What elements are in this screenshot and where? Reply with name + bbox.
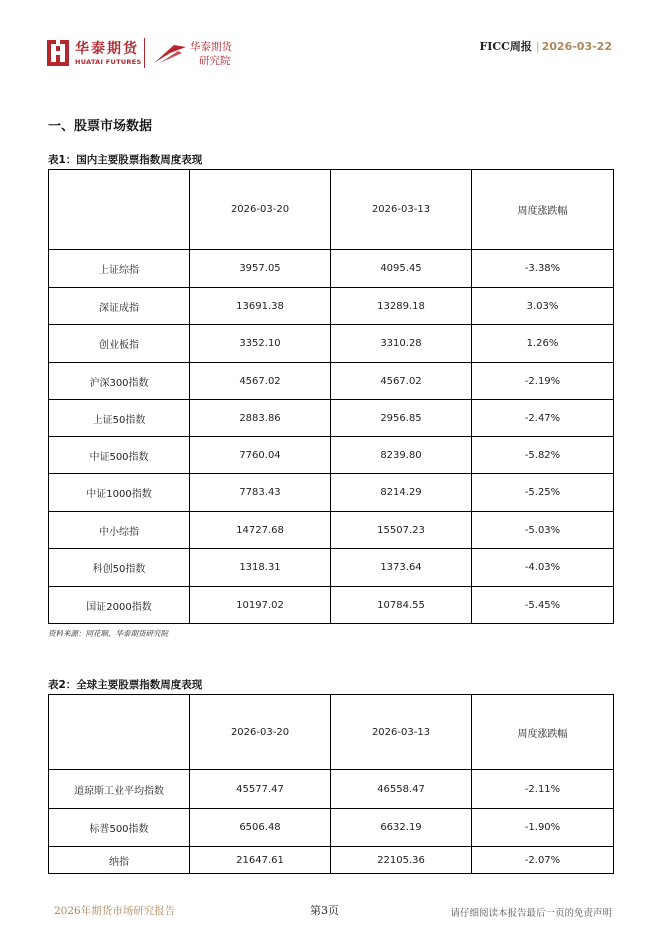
table-cell: 22105.36 xyxy=(331,847,472,874)
table-cell: 国证2000指数 xyxy=(49,587,190,624)
logo-divider xyxy=(144,38,145,68)
header-separator: | xyxy=(535,40,540,53)
table-cell: 1318.31 xyxy=(190,549,331,587)
table-row xyxy=(49,770,614,809)
table-cell: 10784.55 xyxy=(331,587,472,624)
table-cell: 10197.02 xyxy=(190,587,331,624)
report-name: FICC周报 xyxy=(479,40,532,53)
table-header-row xyxy=(49,170,614,250)
table-cell: 3352.10 xyxy=(190,325,331,363)
footer-page-number: 第3页 xyxy=(310,904,339,917)
research-institute-logo-icon xyxy=(152,41,188,65)
table-row xyxy=(49,250,614,288)
table-cell: 3310.28 xyxy=(331,325,472,363)
domestic-index-table xyxy=(48,169,614,624)
table-cell: 上证50指数 xyxy=(49,400,190,437)
table-cell: 6506.48 xyxy=(190,809,331,847)
table-cell: 1.26% xyxy=(472,325,614,363)
table-header-cell: 2026-03-20 xyxy=(190,695,331,770)
table1-caption: 表1：国内主要股票指数周度表现 xyxy=(48,154,203,166)
table-header-cell: 2026-03-13 xyxy=(331,695,472,770)
table-cell: 3957.05 xyxy=(190,250,331,288)
table-cell: 4567.02 xyxy=(190,363,331,400)
table-cell: 沪深300指数 xyxy=(49,363,190,400)
table-cell: -5.25% xyxy=(472,474,614,512)
table-cell: -5.82% xyxy=(472,437,614,474)
table-cell: 1373.64 xyxy=(331,549,472,587)
huatai-logo-icon xyxy=(47,40,69,66)
table-row xyxy=(49,549,614,587)
research-institute-name: 华泰期货 xyxy=(190,41,232,53)
table2-caption: 表2：全球主要股票指数周度表现 xyxy=(48,679,203,691)
table-cell: 道琼斯工业平均指数 xyxy=(49,770,190,809)
brand-name-cn: 华泰期货 xyxy=(75,41,139,57)
table-row xyxy=(49,512,614,549)
table-cell: 3.03% xyxy=(472,288,614,325)
table-row xyxy=(49,325,614,363)
table-row xyxy=(49,363,614,400)
page-header xyxy=(0,0,662,80)
table-row xyxy=(49,847,614,874)
section-title: 一、股票市场数据 xyxy=(48,119,153,134)
table-cell: -5.45% xyxy=(472,587,614,624)
table-header-cell: 2026-03-13 xyxy=(331,170,472,250)
table-cell: -2.47% xyxy=(472,400,614,437)
table-cell: 8214.29 xyxy=(331,474,472,512)
table-cell: 13289.18 xyxy=(331,288,472,325)
table-header-row xyxy=(49,695,614,770)
table-cell: 上证综指 xyxy=(49,250,190,288)
report-header-info xyxy=(479,38,612,54)
table-cell: 7783.43 xyxy=(190,474,331,512)
table-cell: -1.90% xyxy=(472,809,614,847)
table-cell: 中证1000指数 xyxy=(49,474,190,512)
table-row xyxy=(49,587,614,624)
table-cell: 2883.86 xyxy=(190,400,331,437)
source-note: 资料来源：同花顺，华泰期货研究院 xyxy=(48,629,168,638)
table-cell: 8239.80 xyxy=(331,437,472,474)
footer-report-title: 2026年期货市场研究报告 xyxy=(54,905,176,917)
table-cell: 2956.85 xyxy=(331,400,472,437)
research-institute-suffix: 研究院 xyxy=(199,55,231,67)
brand-name-en: HUATAI FUTURES xyxy=(75,58,142,66)
table-header-cell: 周度涨跌幅 xyxy=(472,695,614,770)
table-cell: 13691.38 xyxy=(190,288,331,325)
table-row xyxy=(49,288,614,325)
table-cell: 21647.61 xyxy=(190,847,331,874)
table-cell: 14727.68 xyxy=(190,512,331,549)
table-cell: -2.11% xyxy=(472,770,614,809)
table-cell: 7760.04 xyxy=(190,437,331,474)
table-cell: 4095.45 xyxy=(331,250,472,288)
table-cell: 纳指 xyxy=(49,847,190,874)
table-cell: -5.03% xyxy=(472,512,614,549)
table-row xyxy=(49,437,614,474)
table-cell: 46558.47 xyxy=(331,770,472,809)
report-date: 2026-03-22 xyxy=(541,40,612,53)
table-row xyxy=(49,809,614,847)
table-cell: 15507.23 xyxy=(331,512,472,549)
table-header-cell: 周度涨跌幅 xyxy=(472,170,614,250)
table-cell: -2.07% xyxy=(472,847,614,874)
table-cell: 4567.02 xyxy=(331,363,472,400)
table-cell: -2.19% xyxy=(472,363,614,400)
table-header-cell xyxy=(49,695,190,770)
table-row xyxy=(49,400,614,437)
table-cell: 中小综指 xyxy=(49,512,190,549)
table-cell: 深证成指 xyxy=(49,288,190,325)
global-index-table xyxy=(48,694,614,874)
table-row xyxy=(49,474,614,512)
table-cell: 中证500指数 xyxy=(49,437,190,474)
table-cell: -3.38% xyxy=(472,250,614,288)
table-cell: 标普500指数 xyxy=(49,809,190,847)
table-cell: -4.03% xyxy=(472,549,614,587)
table-header-cell xyxy=(49,170,190,250)
table-header-cell: 2026-03-20 xyxy=(190,170,331,250)
footer-disclaimer-note: 请仔细阅读本报告最后一页的免责声明 xyxy=(450,908,612,919)
table-cell: 科创50指数 xyxy=(49,549,190,587)
table-cell: 创业板指 xyxy=(49,325,190,363)
table-cell: 45577.47 xyxy=(190,770,331,809)
table-cell: 6632.19 xyxy=(331,809,472,847)
